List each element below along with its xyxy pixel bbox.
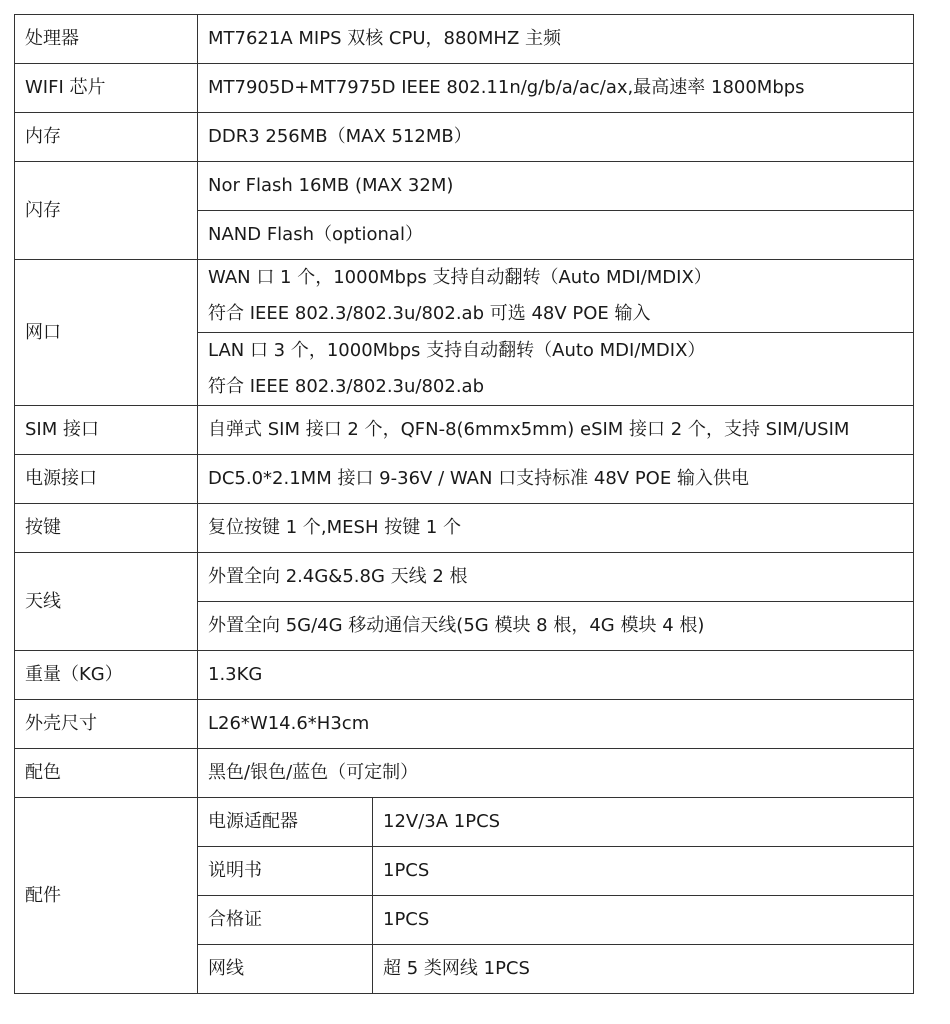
table-row — [15, 15, 914, 64]
table-row — [15, 64, 914, 113]
row-value-buttons: 复位按键 1 个,MESH 按键 1 个 — [198, 504, 914, 553]
row-label-power: 电源接口 — [15, 455, 198, 504]
row-value-wan-block — [198, 260, 914, 333]
table-row — [15, 162, 914, 211]
row-label-flash: 闪存 — [15, 162, 198, 260]
row-value-cpu: MT7621A MIPS 双核 CPU，880MHZ 主频 — [198, 15, 914, 64]
accessory-name: 电源适配器 — [198, 798, 373, 847]
accessory-name: 说明书 — [198, 847, 373, 896]
table-row — [15, 700, 914, 749]
table-row — [15, 504, 914, 553]
row-value-dimensions: L26*W14.6*H3cm — [198, 700, 914, 749]
row-value-lan-block — [198, 333, 914, 406]
accessory-qty: 1PCS — [373, 847, 914, 896]
row-value-weight: 1.3KG — [198, 651, 914, 700]
table-row — [15, 406, 914, 455]
spec-table-wrapper — [14, 14, 914, 994]
row-label-sim: SIM 接口 — [15, 406, 198, 455]
accessory-qty: 1PCS — [373, 896, 914, 945]
accessory-name: 网线 — [198, 945, 373, 994]
row-label-dimensions: 外壳尺寸 — [15, 700, 198, 749]
table-row — [15, 260, 914, 333]
row-value-antenna-wifi: 外置全向 2.4G&5.8G 天线 2 根 — [198, 553, 914, 602]
row-value-wifi: MT7905D+MT7975D IEEE 802.11n/g/b/a/ac/ax,最高速率 1800Mbps — [198, 64, 914, 113]
row-label-memory: 内存 — [15, 113, 198, 162]
row-label-color: 配色 — [15, 749, 198, 798]
row-value-flash-nand: NAND Flash（optional） — [198, 211, 914, 260]
row-value-power: DC5.0*2.1MM 接口 9-36V / WAN 口支持标准 48V POE 输入供电 — [198, 455, 914, 504]
row-value-flash-nor: Nor Flash 16MB (MAX 32M) — [198, 162, 914, 211]
accessory-qty: 超 5 类网线 1PCS — [373, 945, 914, 994]
lan-line-1: LAN 口 3 个，1000Mbps 支持自动翻转（Auto MDI/MDIX） — [208, 340, 706, 361]
table-row — [15, 113, 914, 162]
accessory-name: 合格证 — [198, 896, 373, 945]
row-label-ports: 网口 — [15, 260, 198, 406]
table-row — [15, 455, 914, 504]
spec-table — [14, 14, 914, 994]
row-value-antenna-cellular: 外置全向 5G/4G 移动通信天线(5G 模块 8 根，4G 模块 4 根) — [198, 602, 914, 651]
row-label-antenna: 天线 — [15, 553, 198, 651]
wan-line-1: WAN 口 1 个，1000Mbps 支持自动翻转（Auto MDI/MDIX） — [208, 267, 712, 288]
accessory-qty: 12V/3A 1PCS — [373, 798, 914, 847]
table-row — [15, 553, 914, 602]
row-value-memory: DDR3 256MB（MAX 512MB） — [198, 113, 914, 162]
row-label-accessories: 配件 — [15, 798, 198, 994]
row-label-cpu: 处理器 — [15, 15, 198, 64]
row-label-weight: 重量（KG） — [15, 651, 198, 700]
wan-line-2: 符合 IEEE 802.3/802.3u/802.ab 可选 48V POE 输入 — [208, 303, 651, 324]
row-label-buttons: 按键 — [15, 504, 198, 553]
row-value-color: 黑色/银色/蓝色（可定制） — [198, 749, 914, 798]
row-label-wifi: WIFI 芯片 — [15, 64, 198, 113]
table-row — [15, 749, 914, 798]
table-row — [15, 798, 914, 847]
row-value-sim: 自弹式 SIM 接口 2 个，QFN-8(6mmx5mm) eSIM 接口 2 个，支持 SIM/USIM — [198, 406, 914, 455]
table-row — [15, 651, 914, 700]
lan-line-2: 符合 IEEE 802.3/802.3u/802.ab — [208, 376, 485, 397]
